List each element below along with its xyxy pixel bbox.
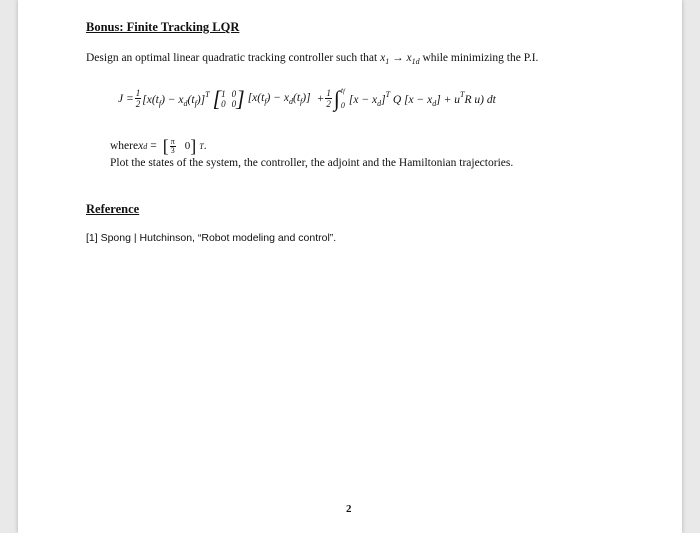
integrand: $[x - x_d]^T$ Q $[x - x_d] + u^TR$ u) dt <box>348 89 496 108</box>
document-page <box>18 0 682 533</box>
reference-heading: Reference <box>86 202 140 216</box>
plus-sign: + <box>316 92 325 105</box>
terminal-term-left: $[x(t_f) - x_d(t_f)]^T$ <box>142 89 210 108</box>
fraction-half: $\frac{1}{2}$ <box>135 88 141 109</box>
problem-text-after: while minimizing the P.I. <box>419 52 539 64</box>
performance-index-equation <box>118 84 496 113</box>
arrow-symbol: → <box>389 52 407 64</box>
target-variable: x <box>406 52 412 64</box>
section-heading: Bonus: Finite Tracking LQR <box>86 20 240 34</box>
reference-item: [1] Spong | Hutchinson, “Robot modeling and control”. <box>86 232 337 244</box>
state-variable-subscript: 1 <box>385 57 390 66</box>
eq-lhs: J = <box>118 92 134 105</box>
page-number: 2 <box>346 503 352 515</box>
target-variable-subscript: 1d <box>411 57 420 66</box>
problem-statement <box>86 52 538 66</box>
problem-text-before: Design an optimal linear quadratic tracking controller such that <box>86 52 381 64</box>
reference-state-definition: where x d = [ $\frac{\pi}{3}$ 0 ] T . <box>110 136 207 156</box>
integral-limits: tf 0 <box>340 86 345 110</box>
fraction-half-2: $\frac{1}{2}$ <box>326 88 331 109</box>
integral-sign: ∫ <box>333 85 340 111</box>
terminal-term-right: $[x(t_f) - x_d(t_f)]$ <box>247 91 311 106</box>
state-variable: x <box>380 52 386 64</box>
reference-vector: [ $\frac{\pi}{3}$ 0 ] <box>162 136 197 156</box>
plot-instruction: Plot the states of the system, the controller, the adjoint and the Hamiltonian trajectories. <box>110 157 514 169</box>
weight-matrix: [ 1 0 0 0 ] <box>212 85 245 111</box>
